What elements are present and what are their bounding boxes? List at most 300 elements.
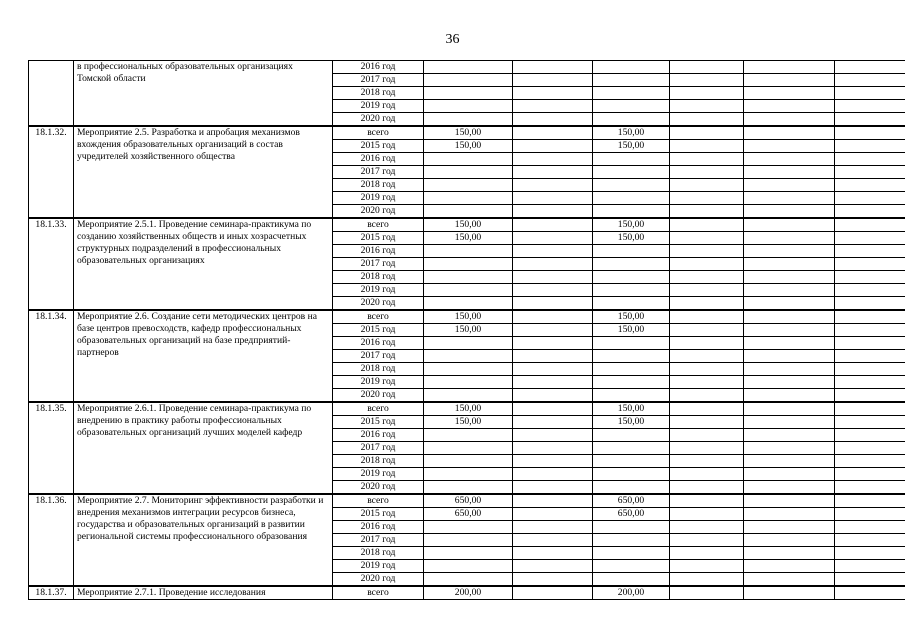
- amount-cell: [513, 232, 593, 245]
- amount-cell: [744, 560, 835, 573]
- amount-cell: [670, 560, 744, 573]
- amount-cell: [744, 166, 835, 179]
- activity-description: Мероприятие 2.7.1. Проведение исследования: [74, 586, 333, 600]
- amount-cell: [670, 258, 744, 271]
- amount-cell: [835, 337, 905, 350]
- amount-cell: [670, 363, 744, 376]
- amount-cell: 150,00: [424, 416, 513, 429]
- amount-cell: [835, 455, 905, 468]
- amount-cell: [670, 494, 744, 508]
- amount-cell: [744, 363, 835, 376]
- amount-cell: [424, 74, 513, 87]
- amount-cell: [744, 297, 835, 311]
- amount-cell: [670, 337, 744, 350]
- amount-cell: [513, 389, 593, 403]
- amount-cell: [424, 153, 513, 166]
- amount-cell: [744, 494, 835, 508]
- amount-cell: [593, 297, 670, 311]
- amount-cell: [744, 376, 835, 389]
- amount-cell: [513, 350, 593, 363]
- amount-cell: [744, 429, 835, 442]
- amount-cell: 150,00: [424, 218, 513, 232]
- amount-cell: 150,00: [593, 140, 670, 153]
- amount-cell: [424, 481, 513, 495]
- amount-cell: [835, 205, 905, 219]
- amount-cell: [513, 586, 593, 600]
- amount-cell: [593, 534, 670, 547]
- amount-cell: 150,00: [424, 232, 513, 245]
- period-cell: всего: [333, 494, 424, 508]
- amount-cell: [513, 284, 593, 297]
- amount-cell: [593, 442, 670, 455]
- amount-cell: [593, 363, 670, 376]
- amount-cell: [593, 468, 670, 481]
- amount-cell: [835, 376, 905, 389]
- period-cell: 2018 год: [333, 455, 424, 468]
- table-row: [29, 586, 905, 600]
- amount-cell: [670, 140, 744, 153]
- amount-cell: [744, 468, 835, 481]
- period-cell: 2019 год: [333, 468, 424, 481]
- amount-cell: [744, 192, 835, 205]
- budget-table: [28, 60, 905, 600]
- amount-cell: [835, 166, 905, 179]
- amount-cell: [593, 455, 670, 468]
- amount-cell: [513, 310, 593, 324]
- amount-cell: [744, 573, 835, 587]
- amount-cell: [744, 389, 835, 403]
- amount-cell: [424, 61, 513, 74]
- amount-cell: [513, 508, 593, 521]
- amount-cell: 150,00: [424, 402, 513, 416]
- amount-cell: [835, 87, 905, 100]
- amount-cell: [670, 521, 744, 534]
- amount-cell: [513, 573, 593, 587]
- amount-cell: [513, 402, 593, 416]
- amount-cell: [835, 481, 905, 495]
- amount-cell: [835, 192, 905, 205]
- amount-cell: [744, 284, 835, 297]
- amount-cell: [835, 100, 905, 113]
- period-cell: 2017 год: [333, 166, 424, 179]
- amount-cell: [513, 337, 593, 350]
- amount-cell: [424, 468, 513, 481]
- amount-cell: [513, 547, 593, 560]
- amount-cell: [513, 74, 593, 87]
- amount-cell: [593, 61, 670, 74]
- period-cell: 2015 год: [333, 324, 424, 337]
- amount-cell: [424, 87, 513, 100]
- amount-cell: [670, 508, 744, 521]
- amount-cell: 150,00: [424, 324, 513, 337]
- amount-cell: [593, 87, 670, 100]
- amount-cell: [744, 402, 835, 416]
- amount-cell: [513, 166, 593, 179]
- amount-cell: [835, 324, 905, 337]
- amount-cell: [593, 573, 670, 587]
- amount-cell: [670, 389, 744, 403]
- amount-cell: [424, 245, 513, 258]
- amount-cell: [513, 179, 593, 192]
- amount-cell: [424, 271, 513, 284]
- period-cell: 2016 год: [333, 245, 424, 258]
- amount-cell: [835, 560, 905, 573]
- period-cell: 2017 год: [333, 258, 424, 271]
- amount-cell: [744, 481, 835, 495]
- amount-cell: [744, 324, 835, 337]
- amount-cell: [670, 586, 744, 600]
- amount-cell: [744, 61, 835, 74]
- amount-cell: [744, 87, 835, 100]
- amount-cell: [424, 179, 513, 192]
- amount-cell: [424, 376, 513, 389]
- amount-cell: [744, 100, 835, 113]
- period-cell: 2018 год: [333, 547, 424, 560]
- amount-cell: [670, 402, 744, 416]
- amount-cell: [670, 534, 744, 547]
- amount-cell: [593, 74, 670, 87]
- amount-cell: [670, 179, 744, 192]
- table-row: [29, 218, 905, 232]
- amount-cell: [835, 389, 905, 403]
- amount-cell: [513, 218, 593, 232]
- amount-cell: [744, 310, 835, 324]
- amount-cell: [593, 113, 670, 127]
- row-number: 18.1.32.: [29, 126, 74, 218]
- amount-cell: [593, 389, 670, 403]
- amount-cell: [670, 573, 744, 587]
- amount-cell: [835, 232, 905, 245]
- amount-cell: [744, 521, 835, 534]
- amount-cell: [835, 494, 905, 508]
- activity-description: Мероприятие 2.7. Мониторинг эффективности разработки и внедрения механизмов интеграции ресурсов бизнеса, государства и образовательных организаций в развитии региональной системы профессионального образования: [74, 494, 333, 586]
- amount-cell: [424, 389, 513, 403]
- period-cell: всего: [333, 586, 424, 600]
- amount-cell: [670, 350, 744, 363]
- amount-cell: [424, 521, 513, 534]
- amount-cell: [744, 218, 835, 232]
- period-cell: всего: [333, 402, 424, 416]
- amount-cell: [835, 126, 905, 140]
- amount-cell: [593, 100, 670, 113]
- amount-cell: [424, 350, 513, 363]
- amount-cell: [513, 455, 593, 468]
- amount-cell: [835, 258, 905, 271]
- amount-cell: [670, 271, 744, 284]
- amount-cell: 150,00: [593, 310, 670, 324]
- amount-cell: [835, 534, 905, 547]
- period-cell: 2020 год: [333, 573, 424, 587]
- amount-cell: [670, 74, 744, 87]
- amount-cell: [835, 547, 905, 560]
- amount-cell: [424, 113, 513, 127]
- amount-cell: [593, 192, 670, 205]
- amount-cell: [670, 87, 744, 100]
- amount-cell: [424, 337, 513, 350]
- amount-cell: [424, 166, 513, 179]
- amount-cell: [670, 218, 744, 232]
- row-number: [29, 61, 74, 127]
- amount-cell: [835, 153, 905, 166]
- amount-cell: [513, 376, 593, 389]
- amount-cell: [513, 494, 593, 508]
- activity-description: в профессиональных образовательных организациях Томской области: [74, 61, 333, 127]
- row-number: 18.1.33.: [29, 218, 74, 310]
- amount-cell: [593, 350, 670, 363]
- row-number: 18.1.35.: [29, 402, 74, 494]
- amount-cell: [593, 258, 670, 271]
- amount-cell: [835, 245, 905, 258]
- amount-cell: [670, 376, 744, 389]
- activity-description: Мероприятие 2.5.1. Проведение семинара-практикума по созданию хозяйственных обществ и иных хозрасчетных структурных подразделений в профессиональных образовательных организациях: [74, 218, 333, 310]
- amount-cell: [744, 245, 835, 258]
- amount-cell: [744, 455, 835, 468]
- amount-cell: [513, 442, 593, 455]
- period-cell: 2015 год: [333, 416, 424, 429]
- amount-cell: [670, 455, 744, 468]
- amount-cell: 150,00: [593, 126, 670, 140]
- amount-cell: [670, 324, 744, 337]
- activity-description: Мероприятие 2.6. Создание сети методических центров на базе центров превосходств, кафедр профессиональных образовательных организаций на базе предприятий-партнеров: [74, 310, 333, 402]
- amount-cell: [670, 481, 744, 495]
- amount-cell: [670, 297, 744, 311]
- amount-cell: [513, 61, 593, 74]
- amount-cell: [670, 126, 744, 140]
- amount-cell: [513, 560, 593, 573]
- amount-cell: [744, 416, 835, 429]
- amount-cell: [744, 205, 835, 219]
- amount-cell: [835, 140, 905, 153]
- amount-cell: 150,00: [424, 310, 513, 324]
- amount-cell: [670, 429, 744, 442]
- amount-cell: [835, 402, 905, 416]
- amount-cell: [424, 573, 513, 587]
- amount-cell: 150,00: [424, 126, 513, 140]
- amount-cell: [593, 481, 670, 495]
- amount-cell: [513, 245, 593, 258]
- period-cell: 2020 год: [333, 297, 424, 311]
- amount-cell: 150,00: [593, 402, 670, 416]
- amount-cell: 200,00: [593, 586, 670, 600]
- amount-cell: [744, 271, 835, 284]
- row-number: 18.1.34.: [29, 310, 74, 402]
- amount-cell: [593, 376, 670, 389]
- table-row: [29, 61, 905, 74]
- period-cell: 2018 год: [333, 271, 424, 284]
- amount-cell: [513, 192, 593, 205]
- amount-cell: [835, 179, 905, 192]
- amount-cell: [835, 586, 905, 600]
- amount-cell: [670, 192, 744, 205]
- amount-cell: [744, 140, 835, 153]
- period-cell: 2016 год: [333, 153, 424, 166]
- amount-cell: [744, 179, 835, 192]
- amount-cell: 650,00: [424, 494, 513, 508]
- amount-cell: [835, 113, 905, 127]
- period-cell: 2019 год: [333, 284, 424, 297]
- amount-cell: [744, 442, 835, 455]
- table-row: [29, 494, 905, 508]
- period-cell: 2019 год: [333, 376, 424, 389]
- amount-cell: [424, 455, 513, 468]
- amount-cell: 200,00: [424, 586, 513, 600]
- amount-cell: [593, 560, 670, 573]
- amount-cell: [593, 153, 670, 166]
- amount-cell: [424, 100, 513, 113]
- period-cell: 2018 год: [333, 87, 424, 100]
- amount-cell: 650,00: [593, 494, 670, 508]
- activity-description: Мероприятие 2.5. Разработка и апробация механизмов вхождения образовательных организаций в состав учредителей хозяйственного общества: [74, 126, 333, 218]
- amount-cell: [424, 205, 513, 219]
- amount-cell: [593, 179, 670, 192]
- amount-cell: [670, 153, 744, 166]
- amount-cell: [835, 468, 905, 481]
- period-cell: 2016 год: [333, 61, 424, 74]
- amount-cell: [424, 284, 513, 297]
- row-number: 18.1.36.: [29, 494, 74, 586]
- period-cell: 2019 год: [333, 560, 424, 573]
- period-cell: 2019 год: [333, 192, 424, 205]
- amount-cell: [835, 297, 905, 311]
- amount-cell: [593, 166, 670, 179]
- amount-cell: 150,00: [593, 416, 670, 429]
- period-cell: 2015 год: [333, 140, 424, 153]
- period-cell: 2020 год: [333, 481, 424, 495]
- period-cell: 2016 год: [333, 337, 424, 350]
- amount-cell: [670, 232, 744, 245]
- amount-cell: 150,00: [424, 140, 513, 153]
- amount-cell: [670, 547, 744, 560]
- period-cell: всего: [333, 218, 424, 232]
- amount-cell: [593, 521, 670, 534]
- amount-cell: [513, 100, 593, 113]
- amount-cell: [670, 468, 744, 481]
- amount-cell: [744, 126, 835, 140]
- table-row: [29, 126, 905, 140]
- amount-cell: 650,00: [424, 508, 513, 521]
- amount-cell: [744, 337, 835, 350]
- amount-cell: [593, 337, 670, 350]
- period-cell: 2017 год: [333, 74, 424, 87]
- table-row: [29, 402, 905, 416]
- amount-cell: [513, 87, 593, 100]
- amount-cell: [513, 205, 593, 219]
- amount-cell: 150,00: [593, 324, 670, 337]
- amount-cell: [424, 547, 513, 560]
- amount-cell: [513, 534, 593, 547]
- period-cell: 2018 год: [333, 179, 424, 192]
- amount-cell: [670, 284, 744, 297]
- amount-cell: 650,00: [593, 508, 670, 521]
- amount-cell: [424, 297, 513, 311]
- amount-cell: [424, 442, 513, 455]
- table-row: [29, 310, 905, 324]
- amount-cell: [593, 547, 670, 560]
- amount-cell: [593, 245, 670, 258]
- amount-cell: [744, 586, 835, 600]
- amount-cell: [670, 245, 744, 258]
- period-cell: 2016 год: [333, 429, 424, 442]
- amount-cell: [424, 363, 513, 376]
- amount-cell: [513, 140, 593, 153]
- period-cell: 2015 год: [333, 232, 424, 245]
- amount-cell: [835, 363, 905, 376]
- amount-cell: [835, 442, 905, 455]
- amount-cell: [744, 153, 835, 166]
- amount-cell: [835, 284, 905, 297]
- amount-cell: [513, 271, 593, 284]
- amount-cell: [835, 350, 905, 363]
- amount-cell: [424, 560, 513, 573]
- amount-cell: [744, 258, 835, 271]
- amount-cell: [835, 271, 905, 284]
- period-cell: 2017 год: [333, 442, 424, 455]
- amount-cell: [513, 429, 593, 442]
- amount-cell: [835, 521, 905, 534]
- amount-cell: [513, 521, 593, 534]
- amount-cell: [670, 310, 744, 324]
- amount-cell: [670, 205, 744, 219]
- period-cell: 2015 год: [333, 508, 424, 521]
- period-cell: всего: [333, 126, 424, 140]
- amount-cell: [593, 205, 670, 219]
- amount-cell: [513, 258, 593, 271]
- amount-cell: [835, 416, 905, 429]
- amount-cell: [513, 416, 593, 429]
- amount-cell: [744, 350, 835, 363]
- amount-cell: [513, 297, 593, 311]
- amount-cell: [513, 153, 593, 166]
- amount-cell: [513, 113, 593, 127]
- amount-cell: [513, 126, 593, 140]
- activity-description: Мероприятие 2.6.1. Проведение семинара-практикума по внедрению в практику работы профессиональных образовательных организаций лучших моделей кафедр: [74, 402, 333, 494]
- amount-cell: [744, 232, 835, 245]
- amount-cell: [744, 508, 835, 521]
- period-cell: 2018 год: [333, 363, 424, 376]
- amount-cell: [670, 166, 744, 179]
- amount-cell: [424, 534, 513, 547]
- amount-cell: [670, 442, 744, 455]
- amount-cell: [593, 429, 670, 442]
- amount-cell: 150,00: [593, 218, 670, 232]
- amount-cell: [835, 429, 905, 442]
- amount-cell: [670, 100, 744, 113]
- amount-cell: [744, 534, 835, 547]
- amount-cell: [593, 284, 670, 297]
- amount-cell: [424, 192, 513, 205]
- page-number: 36: [445, 32, 460, 47]
- amount-cell: [670, 61, 744, 74]
- amount-cell: [424, 258, 513, 271]
- amount-cell: 150,00: [593, 232, 670, 245]
- amount-cell: [513, 363, 593, 376]
- amount-cell: [424, 429, 513, 442]
- amount-cell: [513, 468, 593, 481]
- period-cell: 2020 год: [333, 389, 424, 403]
- amount-cell: [835, 573, 905, 587]
- amount-cell: [835, 310, 905, 324]
- row-number: 18.1.37.: [29, 586, 74, 600]
- period-cell: 2020 год: [333, 205, 424, 219]
- period-cell: 2020 год: [333, 113, 424, 127]
- amount-cell: [835, 508, 905, 521]
- period-cell: всего: [333, 310, 424, 324]
- amount-cell: [835, 61, 905, 74]
- period-cell: 2017 год: [333, 534, 424, 547]
- amount-cell: [835, 74, 905, 87]
- amount-cell: [744, 547, 835, 560]
- period-cell: 2016 год: [333, 521, 424, 534]
